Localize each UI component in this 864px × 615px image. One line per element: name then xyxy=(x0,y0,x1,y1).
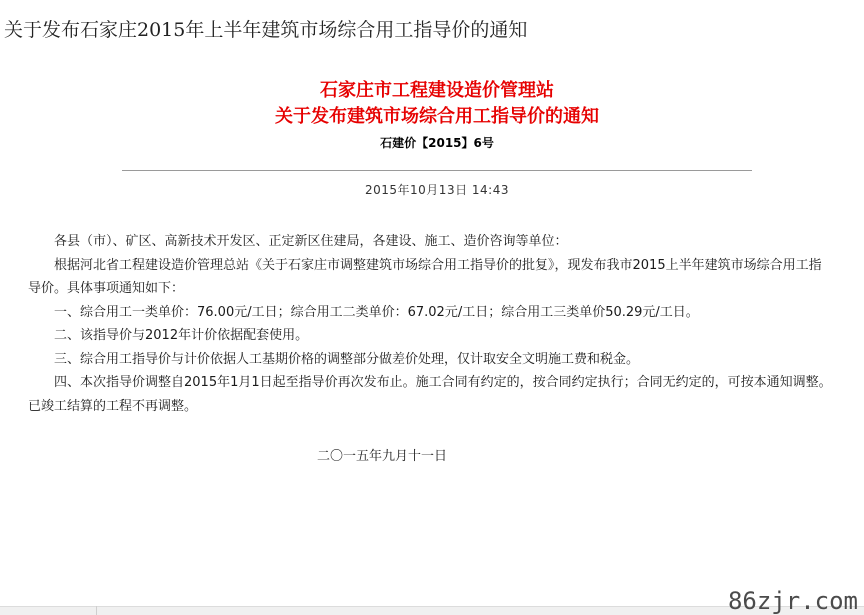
header-divider xyxy=(122,170,752,171)
body-paragraph: 四、本次指导价调整自2015年1月1日起至指导价再次发布止。施工合同有约定的，按合同约定执行；合同无约定的，可按本通知调整。已竣工结算的工程不再调整。 xyxy=(28,375,832,414)
notice-body xyxy=(28,230,834,418)
body-paragraph: 三、综合用工指导价与计价依据人工基期价格的调整部分做差价处理，仅计取安全文明施工费和税金。 xyxy=(54,351,640,367)
addressee-line: 各县（市）、矿区、高新技术开发区、正定新区住建局，各建设、施工、造价咨询等单位： xyxy=(54,234,568,249)
scrollbar-divider xyxy=(96,606,97,615)
notice-title: 关于发布建筑市场综合用工指导价的通知 xyxy=(275,106,599,127)
page-title: 关于发布石家庄2015年上半年建筑市场综合用工指导价的通知 xyxy=(4,19,528,41)
site-watermark: 86zjr.com xyxy=(727,587,858,615)
body-paragraph: 一、综合用工一类单价：76.00元/工日；综合用工二类单价：67.02元/工日；综合用工三类单价50.29元/工日。 xyxy=(54,304,699,320)
body-paragraph: 二、该指导价与2012年计价依据配套使用。 xyxy=(54,328,309,343)
body-paragraph: 根据河北省工程建设造价管理总站《关于石家庄市调整建筑市场综合用工指导价的批复》，现发布我市2015上半年建筑市场综合用工指导价。具体事项通知如下： xyxy=(28,257,822,296)
publish-datetime: 2015年10月13日 14:43 xyxy=(365,183,509,197)
issuing-organization: 石家庄市工程建设造价管理站 xyxy=(320,80,554,101)
signing-date: 二〇一五年九月十一日 xyxy=(317,449,448,464)
notice-header xyxy=(122,78,752,151)
document-number: 石建价【2015】6号 xyxy=(380,136,494,150)
